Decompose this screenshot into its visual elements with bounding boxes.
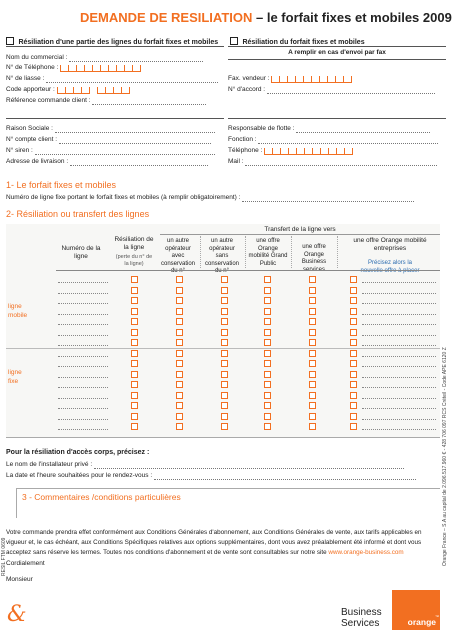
- fonction-label: Fonction :: [228, 136, 257, 143]
- client-phone-field[interactable]: [228, 146, 353, 155]
- row-checkbox[interactable]: [131, 423, 138, 430]
- row-checkbox[interactable]: [264, 402, 271, 409]
- option-partial-label: Résiliation d'une partie des lignes du forfait fixes et mobiles: [18, 39, 219, 46]
- col-d-header: une offre Orange Business services: [301, 244, 327, 273]
- row-checkbox[interactable]: [176, 402, 183, 409]
- accord-label: N° d'accord :: [228, 86, 266, 93]
- acces-title: Pour la résiliation d'accès corps, précisez :: [6, 449, 150, 456]
- number-line-field[interactable]: [58, 366, 108, 367]
- row-checkbox[interactable]: [350, 329, 357, 336]
- fax-vendeur-field[interactable]: [228, 74, 352, 83]
- row-checkbox[interactable]: [309, 360, 316, 367]
- row-checkbox[interactable]: [221, 423, 228, 430]
- row-checkbox[interactable]: [131, 371, 138, 378]
- row-checkbox[interactable]: [221, 392, 228, 399]
- row-checkbox[interactable]: [221, 318, 228, 325]
- col-e-label: une offre Orange mobilité entreprises: [353, 237, 427, 252]
- monsieur: Monsieur: [6, 576, 33, 583]
- new-offer-field[interactable]: [362, 366, 436, 367]
- fax-header-underline: [228, 59, 446, 60]
- page-title: [80, 10, 452, 25]
- code-combs-1[interactable]: [57, 87, 90, 94]
- row-checkbox[interactable]: [176, 329, 183, 336]
- row-checkbox[interactable]: [131, 381, 138, 388]
- row-checkbox[interactable]: [350, 371, 357, 378]
- top-right-divider: [228, 46, 446, 47]
- number-line-field[interactable]: [58, 293, 108, 294]
- compte-label: N° compte client :: [6, 136, 58, 143]
- reference-label: Référence commande client :: [6, 97, 91, 104]
- row-checkbox[interactable]: [221, 339, 228, 346]
- code-combs-2[interactable]: [97, 87, 130, 94]
- row-checkbox[interactable]: [176, 371, 183, 378]
- row-checkbox[interactable]: [176, 339, 183, 346]
- orange-logo-text: orange: [407, 617, 436, 627]
- section1-label: Numéro de ligne fixe portant le forfait fixes et mobiles (à remplir obligatoirement) :: [6, 194, 241, 201]
- client-phone-label: Téléphone :: [228, 147, 263, 154]
- row-checkbox[interactable]: [350, 318, 357, 325]
- row-checkbox[interactable]: [350, 392, 357, 399]
- section3-title: 3 - Commentaires /conditions particulières: [22, 492, 181, 502]
- row-checkbox[interactable]: [131, 339, 138, 346]
- row-checkbox[interactable]: [309, 392, 316, 399]
- new-offer-field[interactable]: [362, 303, 436, 304]
- phone-label: N° de Téléphone :: [6, 64, 59, 71]
- row-checkbox[interactable]: [309, 423, 316, 430]
- raison-label: Raison Sociale :: [6, 125, 53, 132]
- row-checkbox[interactable]: [131, 329, 138, 336]
- row-checkbox[interactable]: [131, 318, 138, 325]
- row-checkbox[interactable]: [264, 360, 271, 367]
- adresse-field[interactable]: [6, 157, 208, 166]
- responsable-field[interactable]: [228, 124, 430, 133]
- number-line-field[interactable]: [58, 377, 108, 378]
- row-checkbox[interactable]: [309, 318, 316, 325]
- new-offer-field[interactable]: [362, 314, 436, 315]
- number-line-field[interactable]: [58, 398, 108, 399]
- col-sep-4: [337, 236, 338, 268]
- row-checkbox[interactable]: [176, 276, 183, 283]
- option-total-checkbox[interactable]: [230, 37, 238, 45]
- new-offer-field[interactable]: [362, 429, 436, 430]
- row-checkbox[interactable]: [221, 413, 228, 420]
- row-checkbox[interactable]: [176, 423, 183, 430]
- row-checkbox[interactable]: [309, 381, 316, 388]
- new-offer-field[interactable]: [362, 377, 436, 378]
- ampersand-logo: &: [7, 602, 27, 627]
- row-checkbox[interactable]: [350, 381, 357, 388]
- col-numero-header: Numéro de la ligne: [61, 245, 101, 260]
- section2-title: 2- Résiliation ou transfert des lignes: [6, 209, 150, 219]
- row-checkbox[interactable]: [264, 329, 271, 336]
- row-checkbox[interactable]: [131, 287, 138, 294]
- row-checkbox[interactable]: [176, 287, 183, 294]
- row-checkbox[interactable]: [264, 339, 271, 346]
- option-total-label: Résiliation du forfait fixes et mobiles: [242, 39, 365, 46]
- row-checkbox[interactable]: [176, 381, 183, 388]
- row-checkbox[interactable]: [176, 360, 183, 367]
- code-apporteur-label: Code apporteur :: [6, 86, 55, 93]
- legal-text: Votre commande prendra effet conformément aux Conditions Générales d'abonnement, aux Conditions Générales de vente, aux tarifs applicables en vigueur et, le cas échéant, aux Conditions Spécifiques relatives aux options supplémentaires, dont vous avez préalablement été informé et dont vous acceptez sans réserve les termes. Toutes nos conditions d'abonnement et de vente sont consultables sur notre site: [6, 529, 422, 556]
- raison-field[interactable]: [6, 124, 215, 133]
- mail-field[interactable]: [228, 157, 437, 166]
- accord-field[interactable]: [228, 85, 435, 94]
- date-rdv-field[interactable]: [6, 471, 416, 480]
- business-line2: Services: [341, 618, 380, 629]
- row-mobile-label: ligne mobile: [8, 303, 28, 319]
- col-e-note: Précisez alors la nouvelle offre à placer: [360, 260, 420, 274]
- row-checkbox[interactable]: [221, 402, 228, 409]
- row-checkbox[interactable]: [264, 392, 271, 399]
- row-checkbox[interactable]: [350, 287, 357, 294]
- phone-combs[interactable]: [60, 65, 141, 72]
- compte-field[interactable]: [6, 135, 211, 144]
- row-checkbox[interactable]: [309, 402, 316, 409]
- transfer-header-line: [160, 234, 440, 235]
- row-checkbox[interactable]: [309, 371, 316, 378]
- section1-title: 1- Le forfait fixes et mobiles: [6, 180, 117, 190]
- row-checkbox[interactable]: [264, 371, 271, 378]
- row-checkbox[interactable]: [221, 276, 228, 283]
- liasse-field[interactable]: [6, 74, 224, 83]
- row-checkbox[interactable]: [264, 423, 271, 430]
- row-checkbox[interactable]: [221, 308, 228, 315]
- number-line-field[interactable]: [58, 314, 108, 315]
- row-checkbox[interactable]: [131, 413, 138, 420]
- cordialement: Cordialement: [6, 560, 45, 567]
- client-phone-combs[interactable]: [264, 148, 353, 155]
- row-checkbox[interactable]: [131, 297, 138, 304]
- col-sep-2: [245, 236, 246, 268]
- fonction-field[interactable]: [228, 135, 438, 144]
- title-rest: – le forfait fixes et mobiles 2009: [252, 10, 452, 25]
- number-line-field[interactable]: [58, 282, 108, 283]
- installateur-label: Le nom de l'installateur privé :: [6, 461, 93, 468]
- number-line-field[interactable]: [58, 324, 108, 325]
- row-checkbox[interactable]: [309, 329, 316, 336]
- client-left-divider: [6, 118, 224, 119]
- phone-field[interactable]: [6, 63, 141, 72]
- row-checkbox[interactable]: [350, 423, 357, 430]
- row-checkbox[interactable]: [309, 276, 316, 283]
- col-sep-3: [291, 236, 292, 268]
- siren-label: N° siren :: [6, 147, 33, 154]
- row-checkbox[interactable]: [350, 339, 357, 346]
- row-checkbox[interactable]: [350, 402, 357, 409]
- commercial-label: Nom du commercial :: [6, 54, 68, 61]
- new-offer-field[interactable]: [362, 387, 436, 388]
- table-header-line: [56, 270, 440, 271]
- top-left-divider: [6, 46, 224, 47]
- row-checkbox[interactable]: [309, 350, 316, 357]
- row-checkbox[interactable]: [131, 402, 138, 409]
- legal-side: Orange France – S.A au capital de 2.096.517.960 € - 428 706 097 RCS Créteil - Code APE 6120 Z: [442, 347, 448, 566]
- number-line-field[interactable]: [58, 429, 108, 430]
- row-checkbox[interactable]: [264, 381, 271, 388]
- new-offer-field[interactable]: [362, 293, 436, 294]
- col-b-header: un autre opérateur sans conservation du n°: [204, 238, 240, 274]
- orange-logo-tm: ™: [435, 614, 439, 619]
- row-checkbox[interactable]: [176, 318, 183, 325]
- row-checkbox[interactable]: [264, 276, 271, 283]
- adresse-label: Adresse de livraison :: [6, 158, 69, 165]
- row-checkbox[interactable]: [131, 360, 138, 367]
- row-checkbox[interactable]: [221, 381, 228, 388]
- new-offer-field[interactable]: [362, 324, 436, 325]
- row-checkbox[interactable]: [350, 308, 357, 315]
- code-apporteur-field[interactable]: [6, 85, 130, 94]
- col-a-header: un autre opérateur avec conservation du n°: [160, 238, 196, 274]
- row-checkbox[interactable]: [309, 413, 316, 420]
- fax-vendeur-label: Fax. vendeur :: [228, 75, 270, 82]
- row-checkbox[interactable]: [350, 413, 357, 420]
- col-sep-1: [200, 236, 201, 268]
- new-offer-field[interactable]: [362, 408, 436, 409]
- row-checkbox[interactable]: [176, 308, 183, 315]
- liasse-label: N° de liasse :: [6, 75, 45, 82]
- number-line-field[interactable]: [58, 387, 108, 388]
- responsable-label: Responsable de flotte :: [228, 125, 295, 132]
- col-resiliation-header: [114, 236, 154, 268]
- row-checkbox[interactable]: [264, 413, 271, 420]
- row-checkbox[interactable]: [131, 350, 138, 357]
- business-services-label: [341, 607, 382, 629]
- row-checkbox[interactable]: [221, 350, 228, 357]
- reference-field[interactable]: [6, 96, 224, 105]
- row-checkbox[interactable]: [264, 350, 271, 357]
- installateur-field[interactable]: [6, 460, 404, 469]
- row-checkbox[interactable]: [221, 329, 228, 336]
- row-checkbox[interactable]: [350, 350, 357, 357]
- new-offer-field[interactable]: [362, 335, 436, 336]
- fax-header: A remplir en cas d'envoi par fax: [288, 49, 386, 56]
- transfer-header: Transfert de la ligne vers: [264, 226, 336, 233]
- orange-logo: [392, 590, 440, 630]
- row-checkbox[interactable]: [264, 297, 271, 304]
- row-checkbox[interactable]: [221, 371, 228, 378]
- mail-label: Mail :: [228, 158, 244, 165]
- commercial-field[interactable]: [6, 53, 224, 62]
- client-right-divider: [228, 118, 446, 119]
- legal-link[interactable]: www.orange-business.com: [328, 549, 404, 556]
- new-offer-field[interactable]: [362, 282, 436, 283]
- row-checkbox[interactable]: [350, 276, 357, 283]
- row-checkbox[interactable]: [221, 287, 228, 294]
- option-partial-checkbox[interactable]: [6, 37, 14, 45]
- legal-paragraph: [6, 528, 442, 558]
- section1-field[interactable]: [6, 193, 414, 202]
- row-checkbox[interactable]: [176, 392, 183, 399]
- row-checkbox[interactable]: [221, 360, 228, 367]
- row-checkbox[interactable]: [309, 339, 316, 346]
- number-line-field[interactable]: [58, 419, 108, 420]
- number-line-field[interactable]: [58, 356, 108, 357]
- number-line-field[interactable]: [58, 408, 108, 409]
- row-checkbox[interactable]: [264, 287, 271, 294]
- date-rdv-label: La date et l'heure souhaitées pour le rendez-vous :: [6, 472, 153, 479]
- group-separator: [6, 348, 440, 349]
- col-c-header: une offre Orange mobilité Grand Public: [248, 238, 288, 267]
- row-checkbox[interactable]: [350, 297, 357, 304]
- number-line-field[interactable]: [58, 303, 108, 304]
- form-code-side: RESIL FTM 0609: [1, 537, 7, 576]
- row-checkbox[interactable]: [309, 297, 316, 304]
- new-offer-field[interactable]: [362, 419, 436, 420]
- row-checkbox[interactable]: [309, 308, 316, 315]
- row-fixe-label: ligne fixe: [8, 369, 22, 385]
- new-offer-field[interactable]: [362, 345, 436, 346]
- row-checkbox[interactable]: [176, 413, 183, 420]
- row-checkbox[interactable]: [309, 287, 316, 294]
- number-line-field[interactable]: [58, 345, 108, 346]
- business-line1: Business: [341, 607, 382, 618]
- fax-combs[interactable]: [271, 76, 352, 83]
- row-checkbox[interactable]: [176, 350, 183, 357]
- siren-field[interactable]: [6, 146, 215, 155]
- row-checkbox[interactable]: [350, 360, 357, 367]
- col-resiliation-label: Résiliation de la ligne: [114, 236, 154, 251]
- row-checkbox[interactable]: [264, 318, 271, 325]
- row-checkbox[interactable]: [176, 297, 183, 304]
- col-resiliation-note: (perte du n° de la ligne): [115, 254, 153, 267]
- row-checkbox[interactable]: [131, 308, 138, 315]
- row-checkbox[interactable]: [221, 297, 228, 304]
- row-checkbox[interactable]: [264, 308, 271, 315]
- number-line-field[interactable]: [58, 335, 108, 336]
- new-offer-field[interactable]: [362, 398, 436, 399]
- row-checkbox[interactable]: [131, 276, 138, 283]
- row-checkbox[interactable]: [131, 392, 138, 399]
- title-main: DEMANDE DE RESILIATION: [80, 10, 253, 25]
- new-offer-field[interactable]: [362, 356, 436, 357]
